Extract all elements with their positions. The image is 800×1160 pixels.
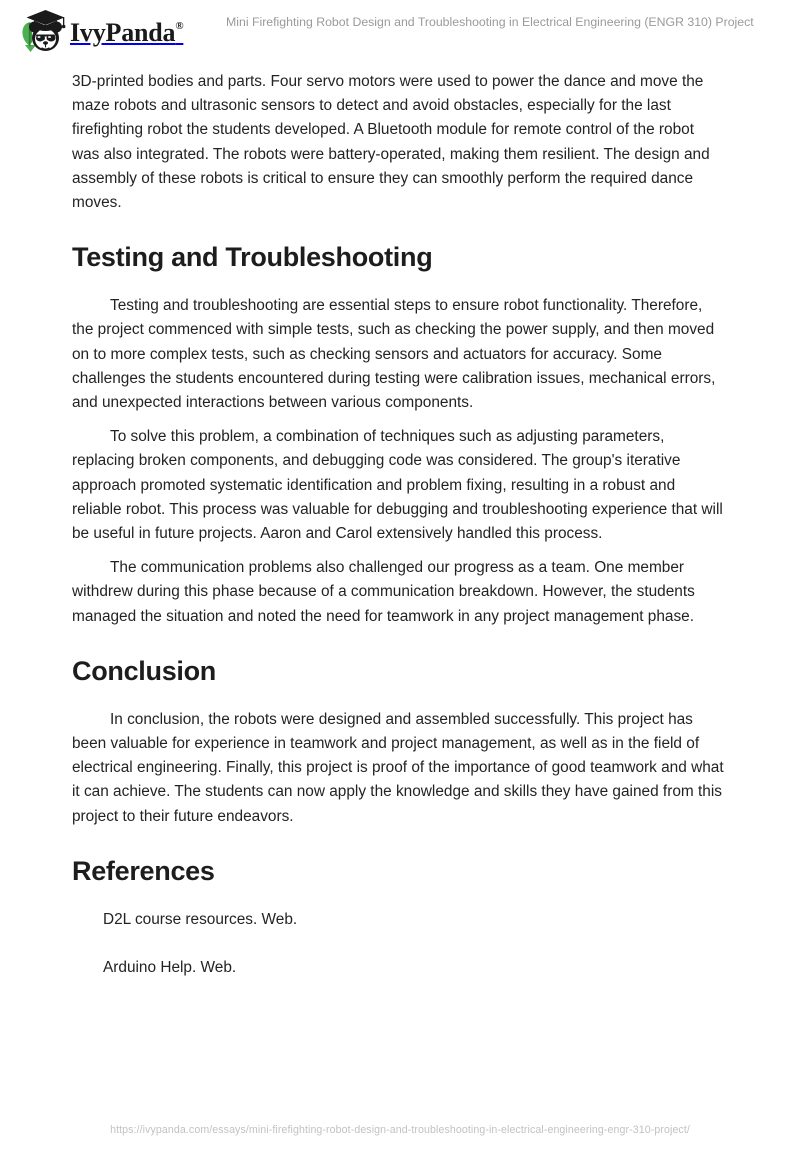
brand-logo-link[interactable] [14, 11, 183, 53]
spacer [72, 888, 724, 908]
ivypanda-panda-graduate-logo-icon [14, 8, 66, 56]
heading-testing-and-troubleshooting: Testing and Troubleshooting [72, 242, 433, 273]
paragraph-testing-overview: Testing and troubleshooting are essential steps to ensure robot functionality. Therefore, the project commenced with simple tests, such as checking the power supply, and then moved on to more complex tests, such as checking sensors and actuators for accuracy. Some challenges the students encountered during testing were calibration issues, mechanical errors, and unexpected interactions between various components. [72, 297, 716, 412]
spacer [72, 274, 724, 294]
paragraph-communication-problems: The communication problems also challenged our progress as a team. One member withdrew during this phase because of a communication breakdown. However, the students managed the situation and noted the need for teamwork in any project management phase. [72, 559, 695, 625]
page-header [0, 0, 800, 62]
paragraph-solution-techniques: To solve this problem, a combination of techniques such as adjusting parameters, replacing broken components, and debugging code was considered. The group's iterative approach promoted systematic identification and problem fixing, resulting in a robust and reliable robot. This process was valuable for debugging and troubleshooting experience that will be useful in future projects. Aaron and Carol extensively handled this process. [72, 428, 723, 543]
paragraph-conclusion: In conclusion, the robots were designed and assembled successfully. This project has been valuable for experience in teamwork and project management, as well as in the field of electrical engineering. Finally, this project is proof of the importance of good teamwork and what it can achieve. The students can now apply the knowledge and skills they have gained from this project to their future endeavors. [72, 710, 724, 825]
paragraph-intro: 3D-printed bodies and parts. Four servo motors were used to power the dance and move the maze robots and ultrasonic sensors to detect and avoid obstacles, especially for the last firefighting robot the students developed. A Bluetooth module for remote control of the robot was also integrated. The robots were battery-operated, making them resilient. The design and assembly of these robots is critical to ensure they can smoothly perform the required dance moves. [72, 73, 710, 212]
spacer [72, 629, 724, 654]
spacer [72, 215, 724, 240]
registered-mark: ® [175, 20, 184, 33]
heading-conclusion: Conclusion [72, 655, 216, 686]
heading-references: References [72, 855, 215, 886]
reference-list [72, 908, 724, 980]
document-title: Mini Firefighting Robot Design and Troubleshooting in Electrical Engineering (ENGR 310) Project [226, 15, 754, 29]
spacer [72, 546, 724, 556]
footer-source-url[interactable]: https://ivypanda.com/essays/mini-firefighting-robot-design-and-troubleshooting-in-electrical-engineering-engr-310-project/ [110, 1124, 690, 1136]
spacer [72, 415, 724, 425]
brand-name: IvyPanda® [70, 18, 184, 47]
article-content [72, 70, 724, 1004]
list-item: D2L course resources. Web. [103, 910, 298, 928]
page-footer [0, 1120, 800, 1138]
list-item: Arduino Help. Web. [103, 959, 237, 977]
spacer [72, 829, 724, 854]
spacer [72, 688, 724, 708]
